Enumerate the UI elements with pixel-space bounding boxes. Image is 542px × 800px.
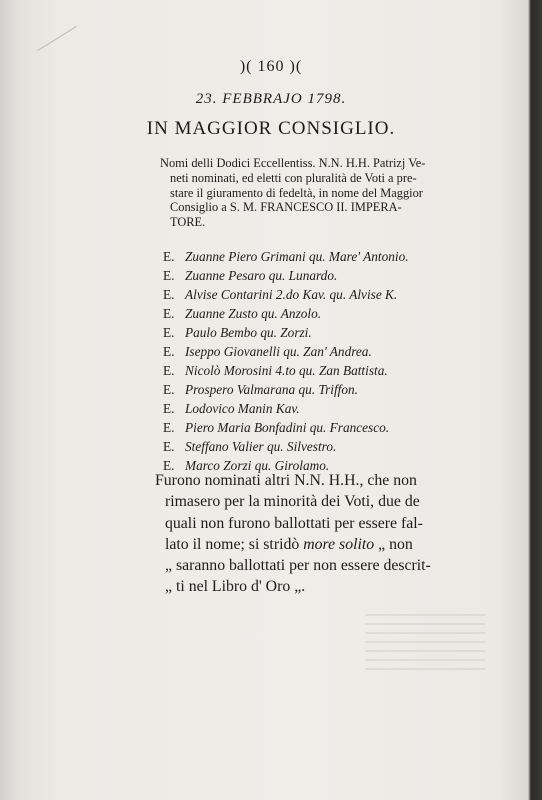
intro-line: Consiglio a S. M. FRANCESCO II. IMPERA- — [170, 200, 402, 215]
list-item — [163, 418, 503, 437]
conclusion-text: „ non — [374, 535, 413, 553]
patrician-name: Steffano Valier qu. Silvestro. — [185, 439, 337, 454]
patrician-name: Zuanne Zusto qu. Anzolo. — [185, 306, 322, 321]
title-abbreviation: E. — [163, 382, 175, 397]
intro-paragraph — [160, 156, 490, 230]
patrician-name: Lodovico Manin Kav. — [185, 401, 300, 416]
title-abbreviation: E. — [163, 363, 175, 378]
conclusion-line: Furono nominati altri N.N. H.H., che non — [155, 472, 417, 489]
list-item — [163, 437, 503, 456]
patrician-name: Piero Maria Bonfadini qu. Francesco. — [185, 420, 390, 435]
list-item — [163, 342, 503, 361]
paper-crease — [37, 26, 77, 51]
conclusion-line: quali non furono ballottati per essere fal- — [165, 514, 423, 532]
page-heading: IN MAGGIOR CONSIGLIO. — [146, 118, 396, 139]
list-item — [163, 323, 503, 342]
title-abbreviation: E. — [163, 401, 175, 416]
intro-line: stare il giuramento di fedeltà, in nome del Maggior — [170, 185, 423, 200]
intro-line: Nomi delli Dodici Eccellentiss. N.N. H.H. Patrizj Ve- — [160, 156, 426, 170]
list-item — [163, 304, 503, 323]
names-list — [163, 247, 503, 475]
date-line: 23. FEBBRAJO 1798. — [195, 91, 347, 107]
title-abbreviation: E. — [163, 325, 175, 340]
list-item — [163, 361, 503, 380]
patrician-name: Marco Zorzi qu. Girolamo. — [185, 458, 330, 473]
list-item — [163, 380, 503, 399]
title-abbreviation: E. — [163, 287, 175, 302]
conclusion-line — [155, 534, 505, 555]
conclusion-line: rimasero per la minorità dei Voti, due de — [165, 493, 420, 511]
patrician-name: Zuanne Pesaro qu. Lunardo. — [185, 268, 338, 283]
title-abbreviation: E. — [163, 306, 175, 321]
intro-line: neti nominati, ed eletti con pluralità de Voti a pre- — [170, 170, 417, 185]
conclusion-line: „ ti nel Libro d' Oro „. — [165, 578, 306, 596]
patrician-name: Iseppo Giovanelli qu. Zan' Andrea. — [185, 344, 372, 359]
title-abbreviation: E. — [163, 268, 175, 283]
list-item — [163, 399, 503, 418]
list-item — [163, 266, 503, 285]
title-abbreviation: E. — [163, 249, 175, 264]
page-number: )( 160 )( — [239, 58, 303, 75]
more-solito-italic: more solito — [303, 535, 375, 553]
title-abbreviation: E. — [163, 420, 175, 435]
patrician-name: Prospero Valmarana qu. Triffon. — [185, 382, 359, 397]
patrician-name: Alvise Contarini 2.do Kav. qu. Alvise K. — [185, 287, 398, 302]
patrician-name: Nicolò Morosini 4.to qu. Zan Battista. — [185, 363, 388, 378]
patrician-name: Zuanne Piero Grimani qu. Mare' Antonio. — [185, 249, 409, 264]
title-abbreviation: E. — [163, 344, 175, 359]
title-abbreviation: E. — [163, 439, 175, 454]
title-abbreviation: E. — [163, 458, 175, 473]
list-item — [163, 247, 503, 266]
conclusion-text: lato il nome; si stridò — [165, 535, 304, 553]
intro-line: TORE. — [170, 215, 206, 230]
bleed-through-texture — [365, 610, 485, 670]
conclusion-paragraph — [155, 470, 505, 598]
conclusion-line: „ saranno ballottati per non essere descrit- — [165, 557, 431, 575]
patrician-name: Paulo Bembo qu. Zorzi. — [185, 325, 312, 340]
list-item — [163, 285, 503, 304]
